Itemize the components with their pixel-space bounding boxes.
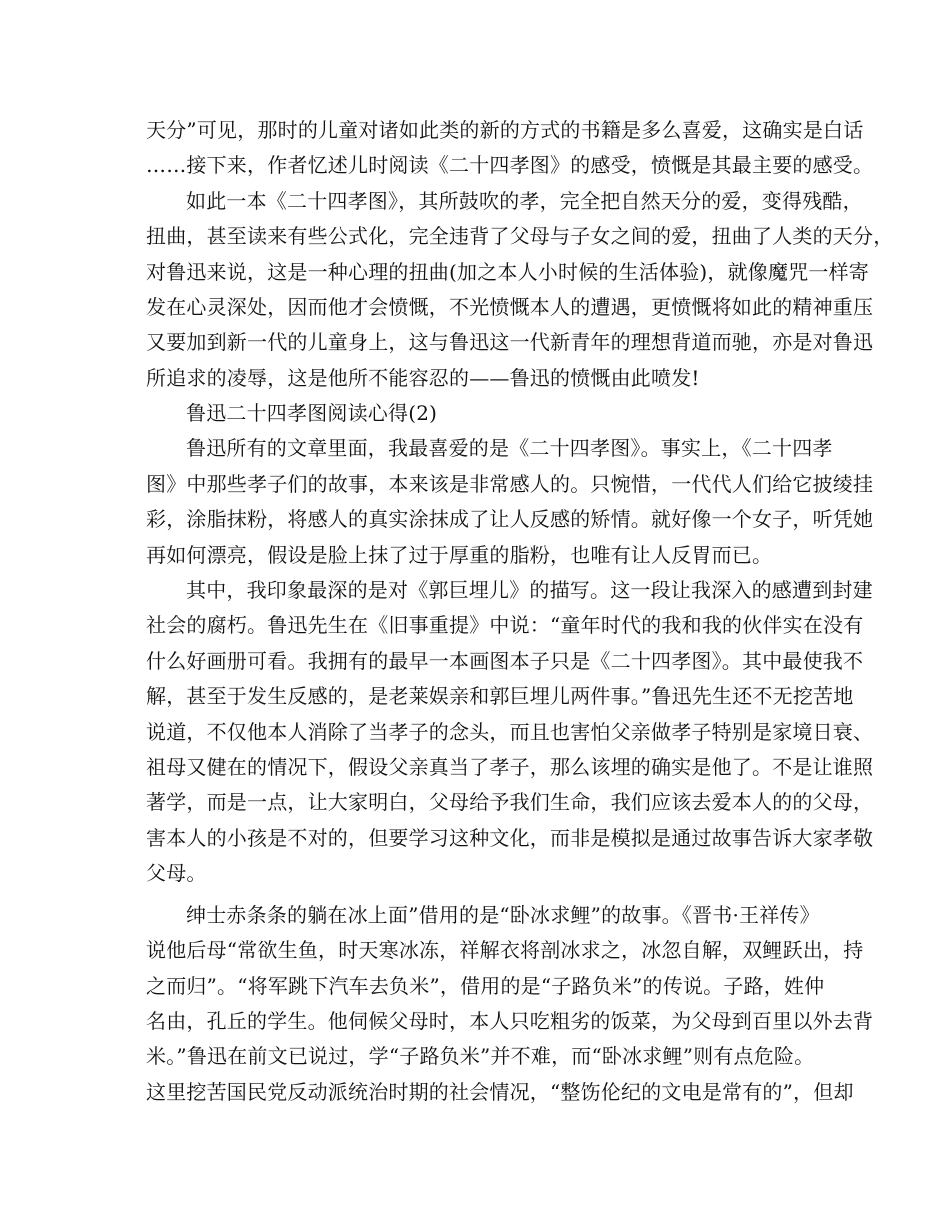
text-line: 这里挖苦国民党反动派统治时期的社会情况，“整饬伦纪的文电是常有的”，但却 (146, 1080, 854, 1104)
text-line: 发在心灵深处，因而他才会愤慨，不光愤慨本人的遭遇，更愤慨将如此的精神重压 (146, 295, 874, 319)
text-line: 祖母又健在的情况下，假设父亲真当了孝子，那么该埋的确实是他了。不是让谁照 (146, 755, 874, 779)
text-line: 其中，我印象最深的是对《郭巨埋儿》的描写。这一段让我深入的感遭到封建 (186, 578, 873, 602)
text-line: 名由，孔丘的学生。他伺候父母时，本人只吃粗劣的饭菜，为父母到百里以外去背 (146, 1009, 874, 1033)
text-line: 再如何漂亮，假设是脸上抹了过于厚重的脂粉，也唯有让人反胃而已。 (146, 543, 773, 567)
text-line: 天分”可见，那时的儿童对诸如此类的新的方式的书籍是多么喜爱，这确实是白话 (146, 118, 864, 142)
section-heading: 鲁迅二十四孝图阅读心得(2) (186, 401, 438, 425)
text-line: 对鲁迅来说，这是一种心理的扭曲(加之本人小时候的生活体验)，就像魔咒一样寄 (146, 260, 870, 284)
text-line: 又要加到新一代的儿童身上，这与鲁迅这一代新青年的理想背道而驰，亦是对鲁迅 (146, 330, 874, 354)
text-line: 彩，涂脂抹粉，将感人的真实涂抹成了让人反感的矫情。就好像一个女子，听凭她 (146, 507, 874, 531)
text-line: 解，甚至于发生反感的，是老莱娱亲和郭巨埋儿两件事。”鲁迅先生还不无挖苦地 (146, 684, 854, 708)
text-line: 所追求的凌辱，这是他所不能容忍的——鲁迅的愤慨由此喷发! (146, 366, 700, 390)
text-line: 鲁迅所有的文章里面，我最喜爱的是《二十四孝图》。事实上，《二十四孝 (186, 436, 833, 460)
text-line: 之而归”。“将军跳下汽车去负米”，借用的是“子路负米”的传说。子路，姓仲 (146, 974, 825, 998)
text-line: 社会的腐朽。鲁迅先生在《旧事重提》中说：“童年时代的我和我的伙伴实在没有 (146, 613, 864, 637)
text-line: 害本人的小孩是不对的，但要学习这种文化，而非是模拟是通过故事告诉大家孝敬 (146, 826, 874, 850)
text-line: 著学，而是一点，让大家明白，父母给予我们生命，我们应该去爱本人的的父母， (146, 790, 874, 814)
text-line: 说道，不仅他本人消除了当孝子的念头，而且也害怕父亲做孝子特别是家境日衰、 (146, 720, 874, 744)
text-line: 说他后母“常欲生鱼，时天寒冰冻，祥解衣将剖冰求之，冰忽自解，双鲤跃出，持 (146, 938, 864, 962)
text-line: 图》中那些孝子们的故事，本来该是非常感人的。只惋惜，一代代人们给它披绫挂 (146, 472, 874, 496)
text-line: 扭曲，甚至读来有些公式化，完全违背了父母与子女之间的爱，扭曲了人类的天分， (146, 224, 894, 248)
text-line: 什么好画册可看。我拥有的最早一本画图本子只是《二十四孝图》。其中最使我不 (146, 649, 864, 673)
text-line: 米。”鲁迅在前文已说过，学“子路负米”并不难，而“卧冰求鲤”则有点危险。 (146, 1044, 815, 1068)
text-line: 父母。 (146, 861, 207, 885)
text-line: ……接下来，作者忆述儿时阅读《二十四孝图》的感受，愤慨是其最主要的感受。 (146, 153, 874, 177)
text-line: 绅士赤条条的躺在冰上面”借用的是“卧冰求鲤”的故事。《晋书·王祥传》 (186, 903, 820, 927)
text-line: 如此一本《二十四孝图》，其所鼓吹的孝，完全把自然天分的爱，变得残酷， (186, 189, 863, 213)
